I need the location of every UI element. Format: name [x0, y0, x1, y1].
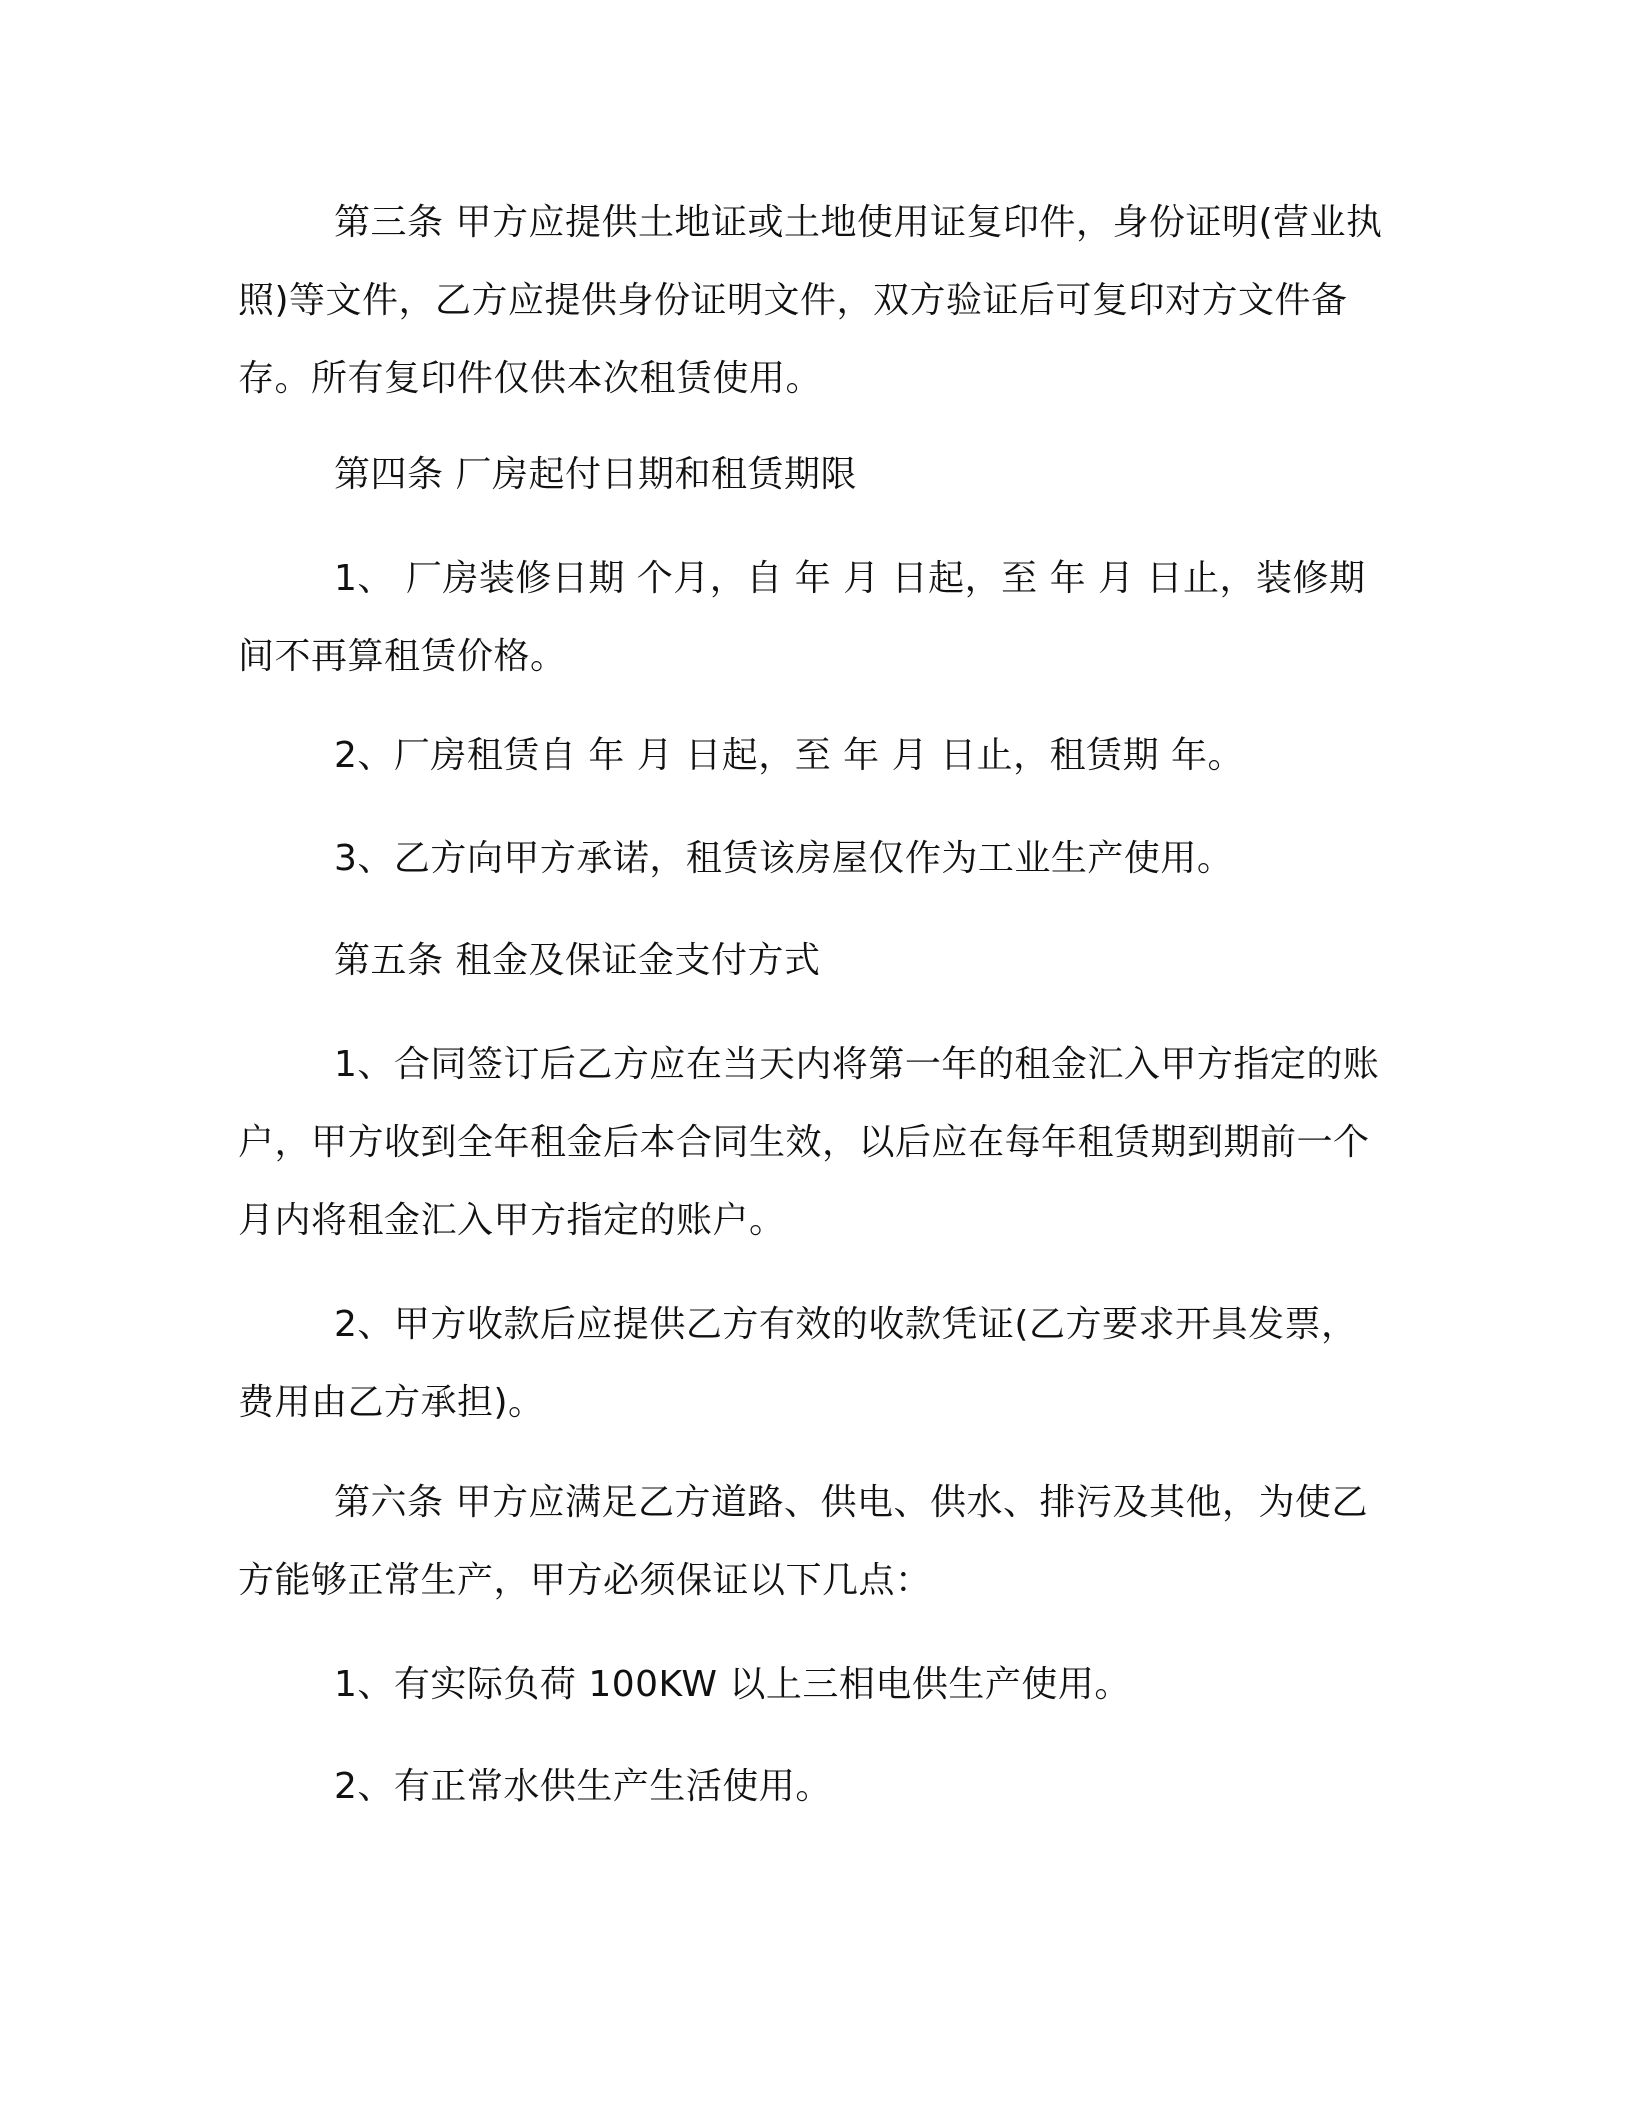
article-3-paragraph: 第三条 甲方应提供土地证或土地使用证复印件，身份证明(营业执照)等文件，乙方应提供身份证明文件，双方验证后可复印对方文件备存。所有复印件仅供本次租赁使用。	[238, 202, 1383, 399]
article-6-item-2: 2、有正常水供生产生活使用。	[334, 1766, 832, 1807]
article-5-heading: 第五条 租金及保证金支付方式	[334, 940, 821, 981]
article-4-item-2: 2、厂房租赁自 年 月 日起，至 年 月 日止，租赁期 年。	[334, 735, 1245, 776]
article-5-item-1: 1、合同签订后乙方应在当天内将第一年的租金汇入甲方指定的账户，甲方收到全年租金后本合同生效，以后应在每年租赁期到期前一个月内将租金汇入甲方指定的账户。	[238, 1044, 1380, 1241]
article-4-item-3: 3、乙方向甲方承诺，租赁该房屋仅作为工业生产使用。	[334, 838, 1234, 879]
article-6-item-1: 1、有实际负荷 100KW 以上三相电供生产使用。	[334, 1664, 1131, 1705]
article-6-paragraph: 第六条 甲方应满足乙方道路、供电、供水、排污及其他，为使乙方能够正常生产，甲方必须保证以下几点：	[238, 1482, 1368, 1601]
article-4-heading: 第四条 厂房起付日期和租赁期限	[334, 454, 857, 495]
article-5-item-2: 2、甲方收款后应提供乙方有效的收款凭证(乙方要求开具发票，费用由乙方承担)。	[238, 1304, 1358, 1423]
article-4-item-1: 1、 厂房装修日期 个月，自 年 月 日起，至 年 月 日止，装修期间不再算租赁价格。	[238, 558, 1366, 677]
